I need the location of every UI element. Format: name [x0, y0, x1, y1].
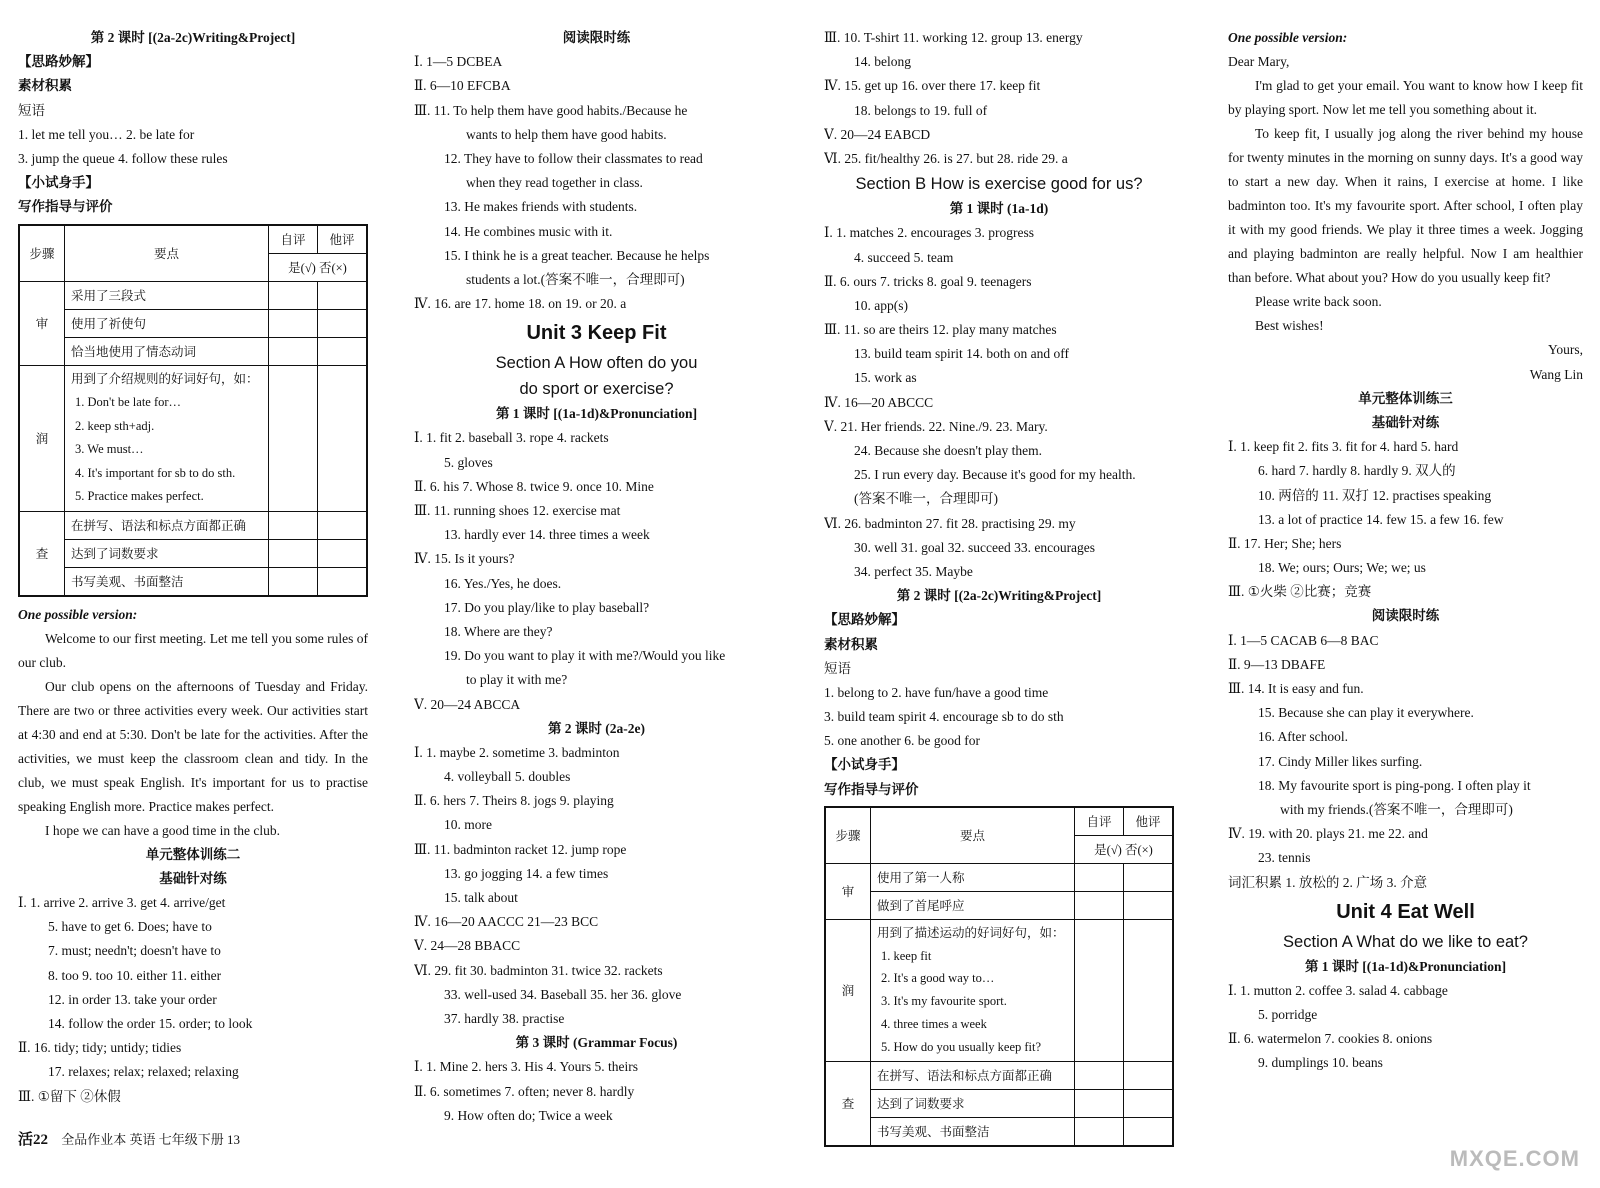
th-key: 要点 [871, 807, 1075, 864]
step-2: 润 [825, 919, 871, 1061]
col3-answers-bottom [824, 197, 1174, 802]
answer-line: Ⅲ. 14. It is easy and fun. [1228, 681, 1364, 696]
answer-line: 12. in order 13. take your order [48, 991, 217, 1007]
answer-line: 10. 两倍的 11. 双打 12. practises speaking [1258, 487, 1492, 503]
answer-line: 单元整体训练三 [1358, 390, 1453, 406]
th-step: 步骤 [825, 807, 871, 864]
col2-answers-top [414, 26, 779, 316]
answer-line: 13. hardly ever 14. three times a week [444, 527, 650, 543]
answer-line: 12. They have to follow their classmates to read [444, 150, 703, 166]
answer-line: 18. Where are they? [444, 623, 553, 639]
table-cell-line: 5. How do you usually keep fit? [881, 1039, 1042, 1054]
th-peer: 他评 [318, 225, 368, 254]
answer-line: 23. tennis [1258, 850, 1311, 866]
answer-line: 短语 [18, 102, 45, 118]
answer-line: 30. well 31. goal 32. succeed 33. encourages [854, 539, 1096, 555]
answer-line: Ⅰ. 1. arrive 2. arrive 3. get 4. arrive/get [18, 895, 226, 911]
col1-answers-top [18, 26, 368, 220]
answer-line: 25. I run every day. Because it's good for my health. [854, 467, 1136, 483]
th-peer: 他评 [1124, 807, 1174, 836]
answer-line: Ⅱ. 9—13 DBAFE [1228, 656, 1326, 672]
answer-line: 阅读限时练 [1371, 608, 1440, 624]
table-cell-line: 3. We must… [75, 442, 144, 456]
answer-line: 14. He combines music with it. [444, 223, 613, 239]
answer-line: Ⅴ. 24—28 BBACC [414, 938, 521, 954]
answer-line: Ⅱ. 6. sometimes 7. often; never 8. hardly [414, 1083, 635, 1099]
th-self: 自评 [1075, 807, 1124, 836]
column-1 [18, 26, 368, 1109]
answer-line: 写作指导与评价 [824, 781, 919, 797]
answer-line: 6. hard 7. hardly 8. hardly 9. 双人的 [1258, 463, 1456, 479]
th-self: 自评 [269, 225, 318, 254]
answer-line: Ⅵ. 25. fit/healthy 26. is 27. but 28. ride 29. a [824, 150, 1068, 166]
answer-line: 10. more [444, 817, 492, 833]
page-number: 活22 [18, 1132, 49, 1148]
answer-line: 第 1 课时 [(1a-1d)&Pronunciation] [495, 406, 698, 422]
answer-line: 5. gloves [444, 454, 493, 470]
section-title: Section A What do we like to eat? [1283, 932, 1528, 951]
essay-paragraph: Please write back soon. [1255, 294, 1382, 310]
answer-line: 15. talk about [444, 890, 518, 905]
table-cell-line: 1. Don't be late for… [75, 395, 182, 409]
answer-line: 24. Because she doesn't play them. [854, 443, 1043, 458]
table-cell-line: 4. three times a week [881, 1017, 987, 1031]
step-3: 查 [19, 511, 65, 596]
table-cell-line: 5. Practice makes perfect. [75, 489, 204, 503]
step-1: 审 [825, 863, 871, 919]
table-row: 使用了第一人称 [871, 863, 1075, 891]
answer-line: 13. He makes friends with students. [444, 199, 638, 215]
answer-line: Ⅲ. 10. T-shirt 11. working 12. group 13. energy [824, 30, 1083, 45]
table-row: 书写美观、书面整洁 [65, 567, 269, 596]
answer-line: Ⅳ. 15. Is it yours? [414, 551, 515, 567]
answer-line: 13. a lot of practice 14. few 15. a few 16. few [1258, 511, 1504, 527]
answer-line: (答案不唯一，合理即可) [854, 491, 998, 507]
answer-line: Ⅰ. 1—5 CACAB 6—8 BAC [1228, 632, 1379, 648]
version-label: One possible version: [1228, 30, 1348, 45]
table-cell-line: 4. It's important for sb to do sth. [75, 465, 236, 480]
answer-line: 3. jump the queue 4. follow these rules [18, 150, 228, 166]
col4-answers-bottom [1228, 955, 1583, 1076]
table-row: 做到了首尾呼应 [871, 891, 1075, 919]
answer-line: 素材积累 [824, 636, 878, 652]
answer-line: wants to help them have good habits. [466, 126, 667, 142]
answer-line: Ⅰ. 1. matches 2. encourages 3. progress [824, 225, 1035, 241]
answer-line: 13. go jogging 14. a few times [444, 865, 609, 881]
answer-line: 短语 [824, 660, 851, 676]
answer-line: 14. belong [854, 54, 911, 70]
answer-line: 5. one another 6. be good for [824, 733, 980, 749]
table-row: 使用了祈使句 [65, 309, 269, 337]
column-2 [414, 26, 779, 1128]
answer-line: 18. belongs to 19. full of [854, 102, 988, 118]
answer-line: 阅读限时练 [562, 30, 631, 45]
answer-line: with my friends.(答案不唯一，合理即可) [1280, 801, 1513, 817]
answer-line: 基础针对练 [159, 870, 227, 886]
unit-title: Unit 4 Eat Well [1336, 900, 1475, 923]
answer-line: 4. volleyball 5. doubles [444, 769, 571, 785]
answer-line: 【思路妙解】 [18, 54, 99, 70]
table-cell-line: 3. It's my favourite sport. [881, 994, 1007, 1009]
answer-line: 9. How often do; Twice a week [444, 1107, 613, 1123]
answer-line: 16. After school. [1258, 729, 1348, 745]
answer-line: Ⅲ. ①火柴 ②比赛；竞赛 [1228, 584, 1372, 600]
answer-line: 5. have to get 6. Does; have to [48, 919, 212, 935]
answer-line: Ⅲ. ①留下 ②休假 [18, 1088, 121, 1104]
answer-line: 17. Cindy Miller likes surfing. [1258, 753, 1423, 769]
table-cell-line: 用到了介绍规则的好词好句，如： [71, 371, 259, 386]
answer-line: 第 2 课时 [(2a-2c)Writing&Project] [90, 30, 296, 45]
answer-line: 第 2 课时 [(2a-2c)Writing&Project] [896, 588, 1102, 604]
answer-line: 9. dumplings 10. beans [1258, 1055, 1383, 1071]
answer-line: 单元整体训练二 [145, 846, 241, 862]
essay-paragraph: I'm glad to get your email. You want to know how I keep fit by playing sport. Now let me tell you something about it. [1228, 78, 1583, 118]
answer-line: Ⅴ. 20—24 ABCCA [414, 696, 521, 712]
table-row: 采用了三段式 [65, 281, 269, 309]
answer-line: Ⅰ. 1. maybe 2. sometime 3. badminton [414, 744, 620, 760]
answer-line: Ⅰ. 1. Mine 2. hers 3. His 4. Yours 5. theirs [414, 1059, 638, 1075]
answer-line: Ⅲ. 11. running shoes 12. exercise mat [414, 503, 621, 518]
answer-line: students a lot.(答案不唯一，合理即可) [466, 271, 685, 287]
answer-line: Ⅲ. 11. badminton racket 12. jump rope [414, 841, 627, 857]
answer-line: Ⅱ. 6. his 7. Whose 8. twice 9. once 10. Mine [414, 478, 654, 494]
col3-answers-top [824, 26, 1174, 171]
th-yesno: 是(√) 否(×) [269, 253, 368, 281]
table-row: 在拼写、语法和标点方面都正确 [65, 511, 269, 539]
essay-paragraph: Welcome to our first meeting. Let me tell you some rules of our club. [18, 630, 368, 670]
answer-line: Ⅱ. 6. ours 7. tricks 8. goal 9. teenagers [824, 273, 1032, 289]
answer-line: 第 2 课时 (2a-2e) [547, 720, 646, 736]
answer-line: Ⅱ. 6. hers 7. Theirs 8. jogs 9. playing [414, 793, 614, 809]
table-row: 恰当地使用了情态动词 [65, 337, 269, 365]
answer-line: Ⅰ. 1—5 DCBEA [414, 54, 503, 70]
answer-line: 3. build team spirit 4. encourage sb to do sth [824, 709, 1064, 725]
step-3: 查 [825, 1061, 871, 1146]
version-label: One possible version: [18, 606, 138, 622]
answer-line: Ⅴ. 20—24 EABCD [824, 126, 931, 142]
answer-line: 18. My favourite sport is ping-pong. I often play it [1258, 777, 1531, 793]
table-cell-line: 用到了描述运动的好词好句，如： [877, 925, 1065, 940]
letter-closing: Yours, [1547, 342, 1583, 358]
essay-paragraph: Best wishes! [1255, 318, 1324, 334]
answer-line: Ⅲ. 11. To help them have good habits./Because he [414, 102, 688, 118]
table-row: 在拼写、语法和标点方面都正确 [871, 1061, 1075, 1089]
answer-line: 第 1 课时 (1a-1d) [949, 201, 1049, 217]
table-row: 达到了词数要求 [871, 1089, 1075, 1117]
essay-2 [1228, 74, 1583, 338]
section-title: Section A How often do you [495, 354, 698, 373]
col1-answers-bottom [18, 843, 368, 1109]
answer-line: 【小试身手】 [824, 757, 905, 773]
answer-line: 8. too 9. too 10. either 11. either [48, 967, 222, 983]
section-title: Section B How is exercise good for us? [855, 175, 1143, 194]
answer-line: Ⅰ. 1. mutton 2. coffee 3. salad 4. cabbage [1228, 982, 1448, 998]
essay-paragraph: To keep fit, I usually jog along the river behind my house for twenty minutes in the morning on sunny days. It's a good way to start a new day. When it rains, I exercise at home. I like badminton too. It's my favourite sport. After school, I often play it with my good friends. We play it three times a week. Jogging and playing badminton are really helpful. Now I am healthier than before. What about you? How do you usually keep fit? [1228, 126, 1583, 286]
answer-line: 1. belong to 2. have fun/have a good time [824, 684, 1049, 700]
answer-line: Ⅴ. 21. Her friends. 22. Nine./9. 23. Mary. [824, 418, 1048, 434]
answer-line: 5. porridge [1258, 1007, 1318, 1023]
letter-greeting: Dear Mary, [1228, 54, 1290, 70]
column-4 [1228, 26, 1583, 1076]
answer-line: 10. app(s) [854, 297, 908, 313]
answer-line: 7. must; needn't; doesn't have to [48, 943, 221, 959]
evaluation-table-2 [824, 806, 1174, 1147]
answer-line: 19. Do you want to play it with me?/Would you like [444, 648, 726, 664]
answer-line: Ⅳ. 15. get up 16. over there 17. keep fit [824, 78, 1041, 94]
answer-line: 写作指导与评价 [18, 199, 113, 215]
watermark: MXQE.COM [1449, 1146, 1580, 1171]
answer-line: Ⅳ. 16—20 AACCC 21—23 BCC [414, 914, 599, 930]
answer-line: 15. I think he is a great teacher. Because he helps [444, 247, 710, 263]
column-3 [824, 26, 1174, 1153]
table-row [871, 919, 1075, 1061]
table-cell-line: 1. keep fit [881, 948, 932, 963]
answer-line: 17. Do you play/like to play baseball? [444, 599, 650, 615]
answer-line: 【思路妙解】 [824, 612, 905, 628]
answer-line: 16. Yes./Yes, he does. [444, 575, 562, 591]
answer-line: Ⅳ. 19. with 20. plays 21. me 22. and [1228, 826, 1428, 842]
section-title-cont: do sport or exercise? [519, 380, 674, 399]
th-key: 要点 [65, 225, 269, 282]
page-footer [18, 1128, 240, 1149]
th-step: 步骤 [19, 225, 65, 282]
answer-line: 15. Because she can play it everywhere. [1258, 705, 1474, 721]
answer-line: Ⅳ. 16—20 ABCCC [824, 394, 934, 410]
table-cell-line: 2. It's a good way to… [881, 971, 995, 986]
table-row: 达到了词数要求 [65, 539, 269, 567]
col4-answers [1228, 387, 1583, 895]
answer-line: 14. follow the order 15. order; to look [48, 1016, 253, 1031]
table-row [65, 365, 269, 511]
answer-line: 第 3 课时 (Grammar Focus) [515, 1035, 678, 1051]
th-yesno: 是(√) 否(×) [1075, 835, 1174, 863]
answer-line: 1. let me tell you… 2. be late for [18, 126, 195, 142]
answer-line: 18. We; ours; Ours; We; we; us [1258, 560, 1426, 576]
answer-line: 4. succeed 5. team [854, 249, 954, 265]
answer-line: Ⅰ. 1. fit 2. baseball 3. rope 4. rackets [414, 430, 609, 446]
answer-line: 【小试身手】 [18, 175, 99, 191]
answer-line: Ⅱ. 6—10 EFCBA [414, 78, 511, 94]
answer-line: Ⅵ. 26. badminton 27. fit 28. practising 29. my [824, 515, 1076, 531]
answer-line: 33. well-used 34. Baseball 35. her 36. glove [444, 986, 682, 1002]
answer-line: 34. perfect 35. Maybe [854, 563, 973, 579]
answer-line: Ⅵ. 29. fit 30. badminton 31. twice 32. rackets [414, 962, 663, 978]
unit-title: Unit 3 Keep Fit [526, 322, 667, 345]
answer-line: 17. relaxes; relax; relaxed; relaxing [48, 1064, 239, 1080]
answer-line: 词汇积累 1. 放松的 2. 广场 3. 介意 [1228, 874, 1428, 890]
answer-line: 13. build team spirit 14. both on and off [854, 346, 1069, 362]
footer-text: 全品作业本 英语 七年级下册 13 [61, 1132, 241, 1147]
evaluation-table-1 [18, 224, 368, 597]
step-2: 润 [19, 365, 65, 511]
essay-paragraph: I hope we can have a good time in the club. [45, 822, 281, 838]
answer-line: Ⅱ. 16. tidy; tidy; untidy; tidies [18, 1040, 182, 1056]
answer-line: Ⅱ. 17. Her; She; hers [1228, 535, 1342, 551]
letter-signature: Wang Lin [1529, 366, 1583, 382]
col2-answers-bottom [414, 402, 779, 1128]
answer-line: Ⅰ. 1. keep fit 2. fits 3. fit for 4. hard 5. hard [1228, 439, 1459, 455]
answer-line: 15. work as [854, 370, 917, 386]
answer-line: 37. hardly 38. practise [444, 1010, 565, 1026]
step-1: 审 [19, 281, 65, 365]
table-cell-line: 2. keep sth+adj. [75, 418, 155, 433]
answer-line: when they read together in class. [466, 175, 643, 191]
answer-line: Ⅱ. 6. watermelon 7. cookies 8. onions [1228, 1031, 1433, 1047]
answer-line: 基础针对练 [1371, 414, 1440, 430]
essay-paragraph: Our club opens on the afternoons of Tuesday and Friday. There are two or three activities every week. Our activities start at 4:30 and end at 5:30. Don't be late for the activities. After the activities, we must keep the classroom clean and tidy. In the club, we must speak English. It's important for us to practise speaking English more. Practice makes perfect. [18, 678, 368, 814]
answer-line: Ⅲ. 11. so are theirs 12. play many matches [824, 322, 1057, 338]
table-row: 书写美观、书面整洁 [871, 1117, 1075, 1146]
answer-line: 素材积累 [18, 78, 72, 94]
answer-line: to play it with me? [466, 672, 568, 688]
answer-line: Ⅳ. 16. are 17. home 18. on 19. or 20. a [414, 296, 627, 312]
answer-line: 第 1 课时 [(1a-1d)&Pronunciation] [1304, 958, 1507, 974]
essay-1 [18, 627, 368, 843]
